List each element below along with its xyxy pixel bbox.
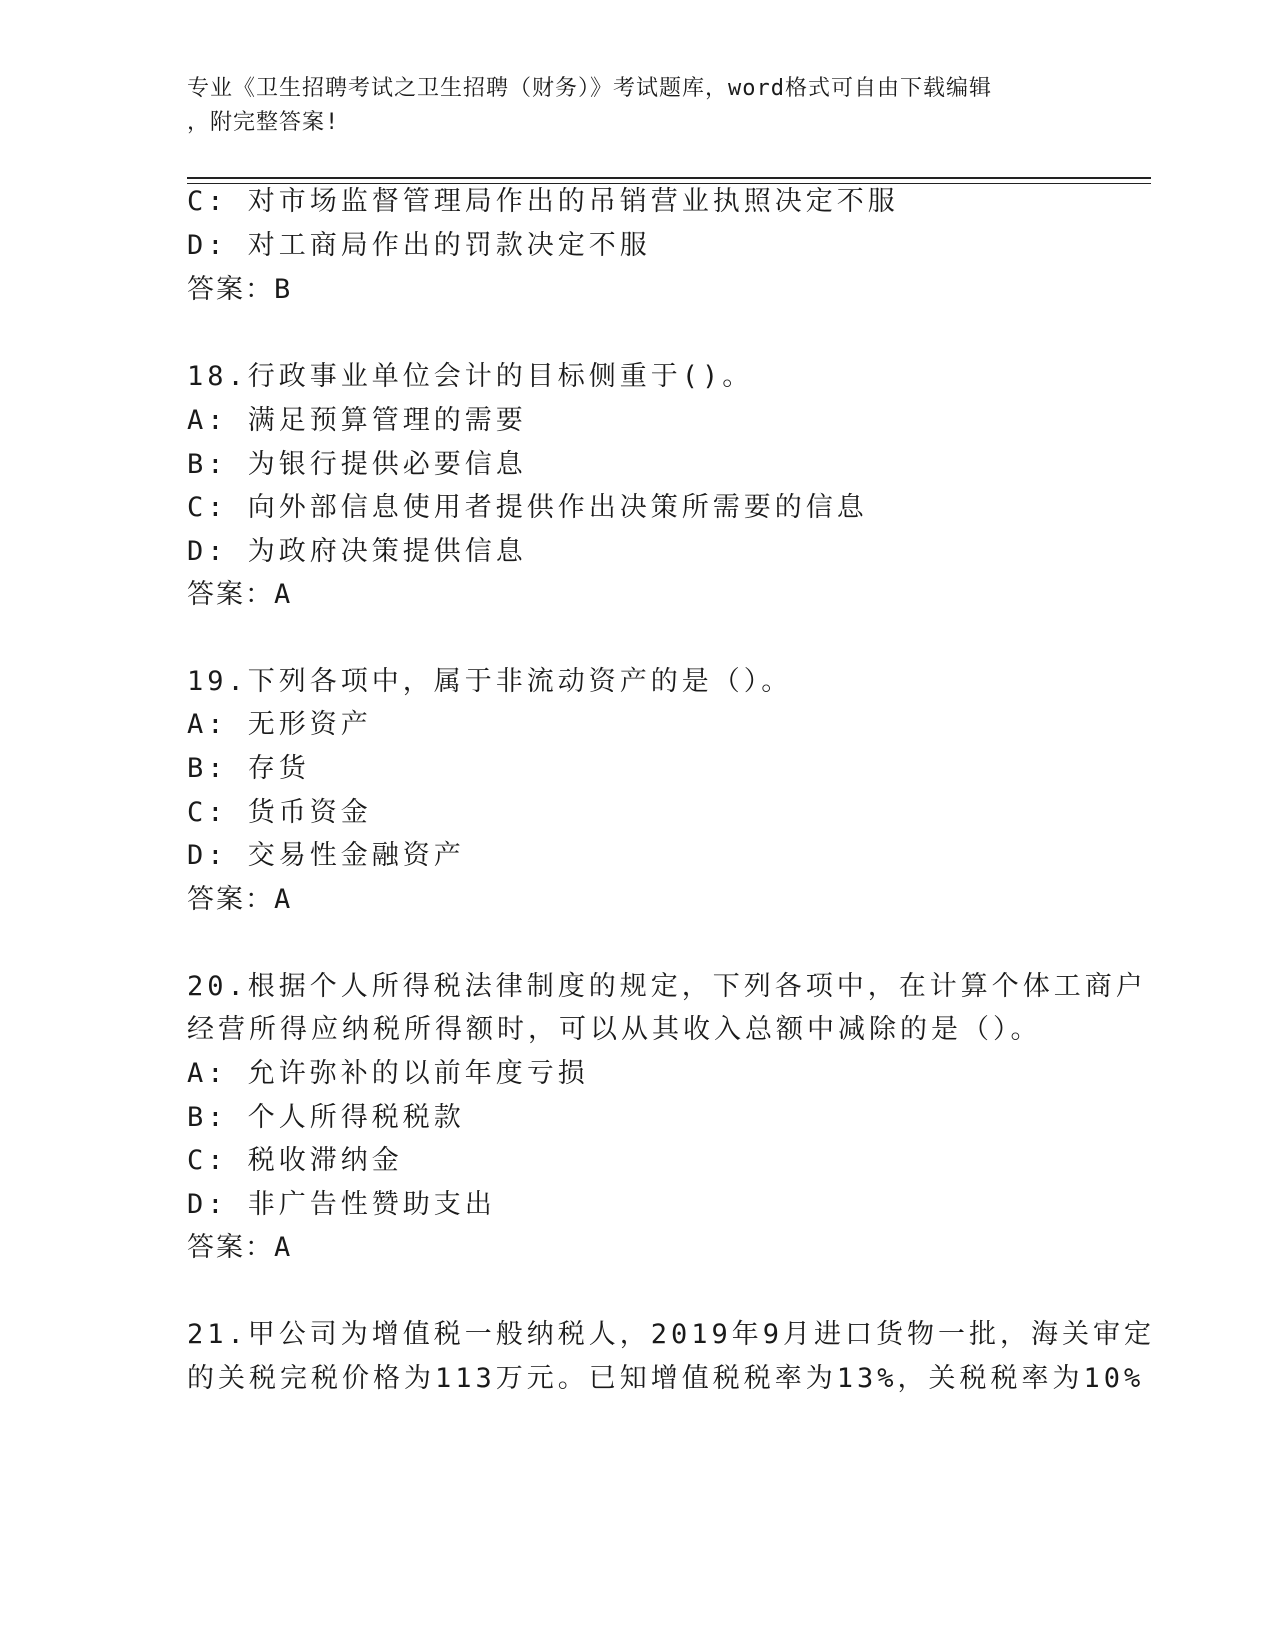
header-line-1: 专业《卫生招聘考试之卫生招聘（财务）》考试题库，word格式可自由下载编辑 xyxy=(187,76,992,101)
q18-question: 18.行政事业单位会计的目标侧重于()。 xyxy=(187,361,754,392)
q20-option-b: B: 个人所得税税款 xyxy=(187,1102,465,1133)
q20-option-c: C: 税收滞纳金 xyxy=(187,1145,403,1176)
q18-option-d: D: 为政府决策提供信息 xyxy=(187,536,527,567)
header-line-2: ，附完整答案! xyxy=(187,110,340,135)
q18-option-a: A: 满足预算管理的需要 xyxy=(187,405,527,436)
q19-option-a: A: 无形资产 xyxy=(187,709,372,740)
q20-question-line-2: 经营所得应纳税所得额时，可以从其收入总额中减除的是（）。 xyxy=(187,1014,1042,1045)
document-header xyxy=(187,72,1087,140)
q21-question-line-1: 21.甲公司为增值税一般纳税人，2019年9月进口货物一批，海关审定 xyxy=(187,1319,1156,1350)
q21-question-line-2: 的关税完税价格为113万元。已知增值税税率为13%，关税税率为10% xyxy=(187,1363,1145,1394)
q19-option-d: D: 交易性金融资产 xyxy=(187,840,465,871)
q18-answer: 答案：A xyxy=(187,579,293,610)
q17-option-d: D: 对工商局作出的罚款决定不服 xyxy=(187,230,651,261)
q20-question-line-1: 20.根据个人所得税法律制度的规定，下列各项中，在计算个体工商户 xyxy=(187,971,1147,1002)
q17-option-c: C: 对市场监督管理局作出的吊销营业执照决定不服 xyxy=(187,186,899,217)
q17-answer: 答案：B xyxy=(187,274,293,305)
q20-answer: 答案：A xyxy=(187,1232,293,1263)
q19-option-c: C: 货币资金 xyxy=(187,797,372,828)
q20-option-d: D: 非广告性赞助支出 xyxy=(187,1189,496,1220)
header-divider xyxy=(187,177,1151,179)
q18-option-b: B: 为银行提供必要信息 xyxy=(187,449,527,480)
q19-question: 19.下列各项中，属于非流动资产的是（）。 xyxy=(187,666,793,697)
q19-option-b: B: 存货 xyxy=(187,753,310,784)
q19-answer: 答案：A xyxy=(187,884,293,915)
q20-option-a: A: 允许弥补的以前年度亏损 xyxy=(187,1058,589,1089)
q18-option-c: C: 向外部信息使用者提供作出决策所需要的信息 xyxy=(187,492,868,523)
